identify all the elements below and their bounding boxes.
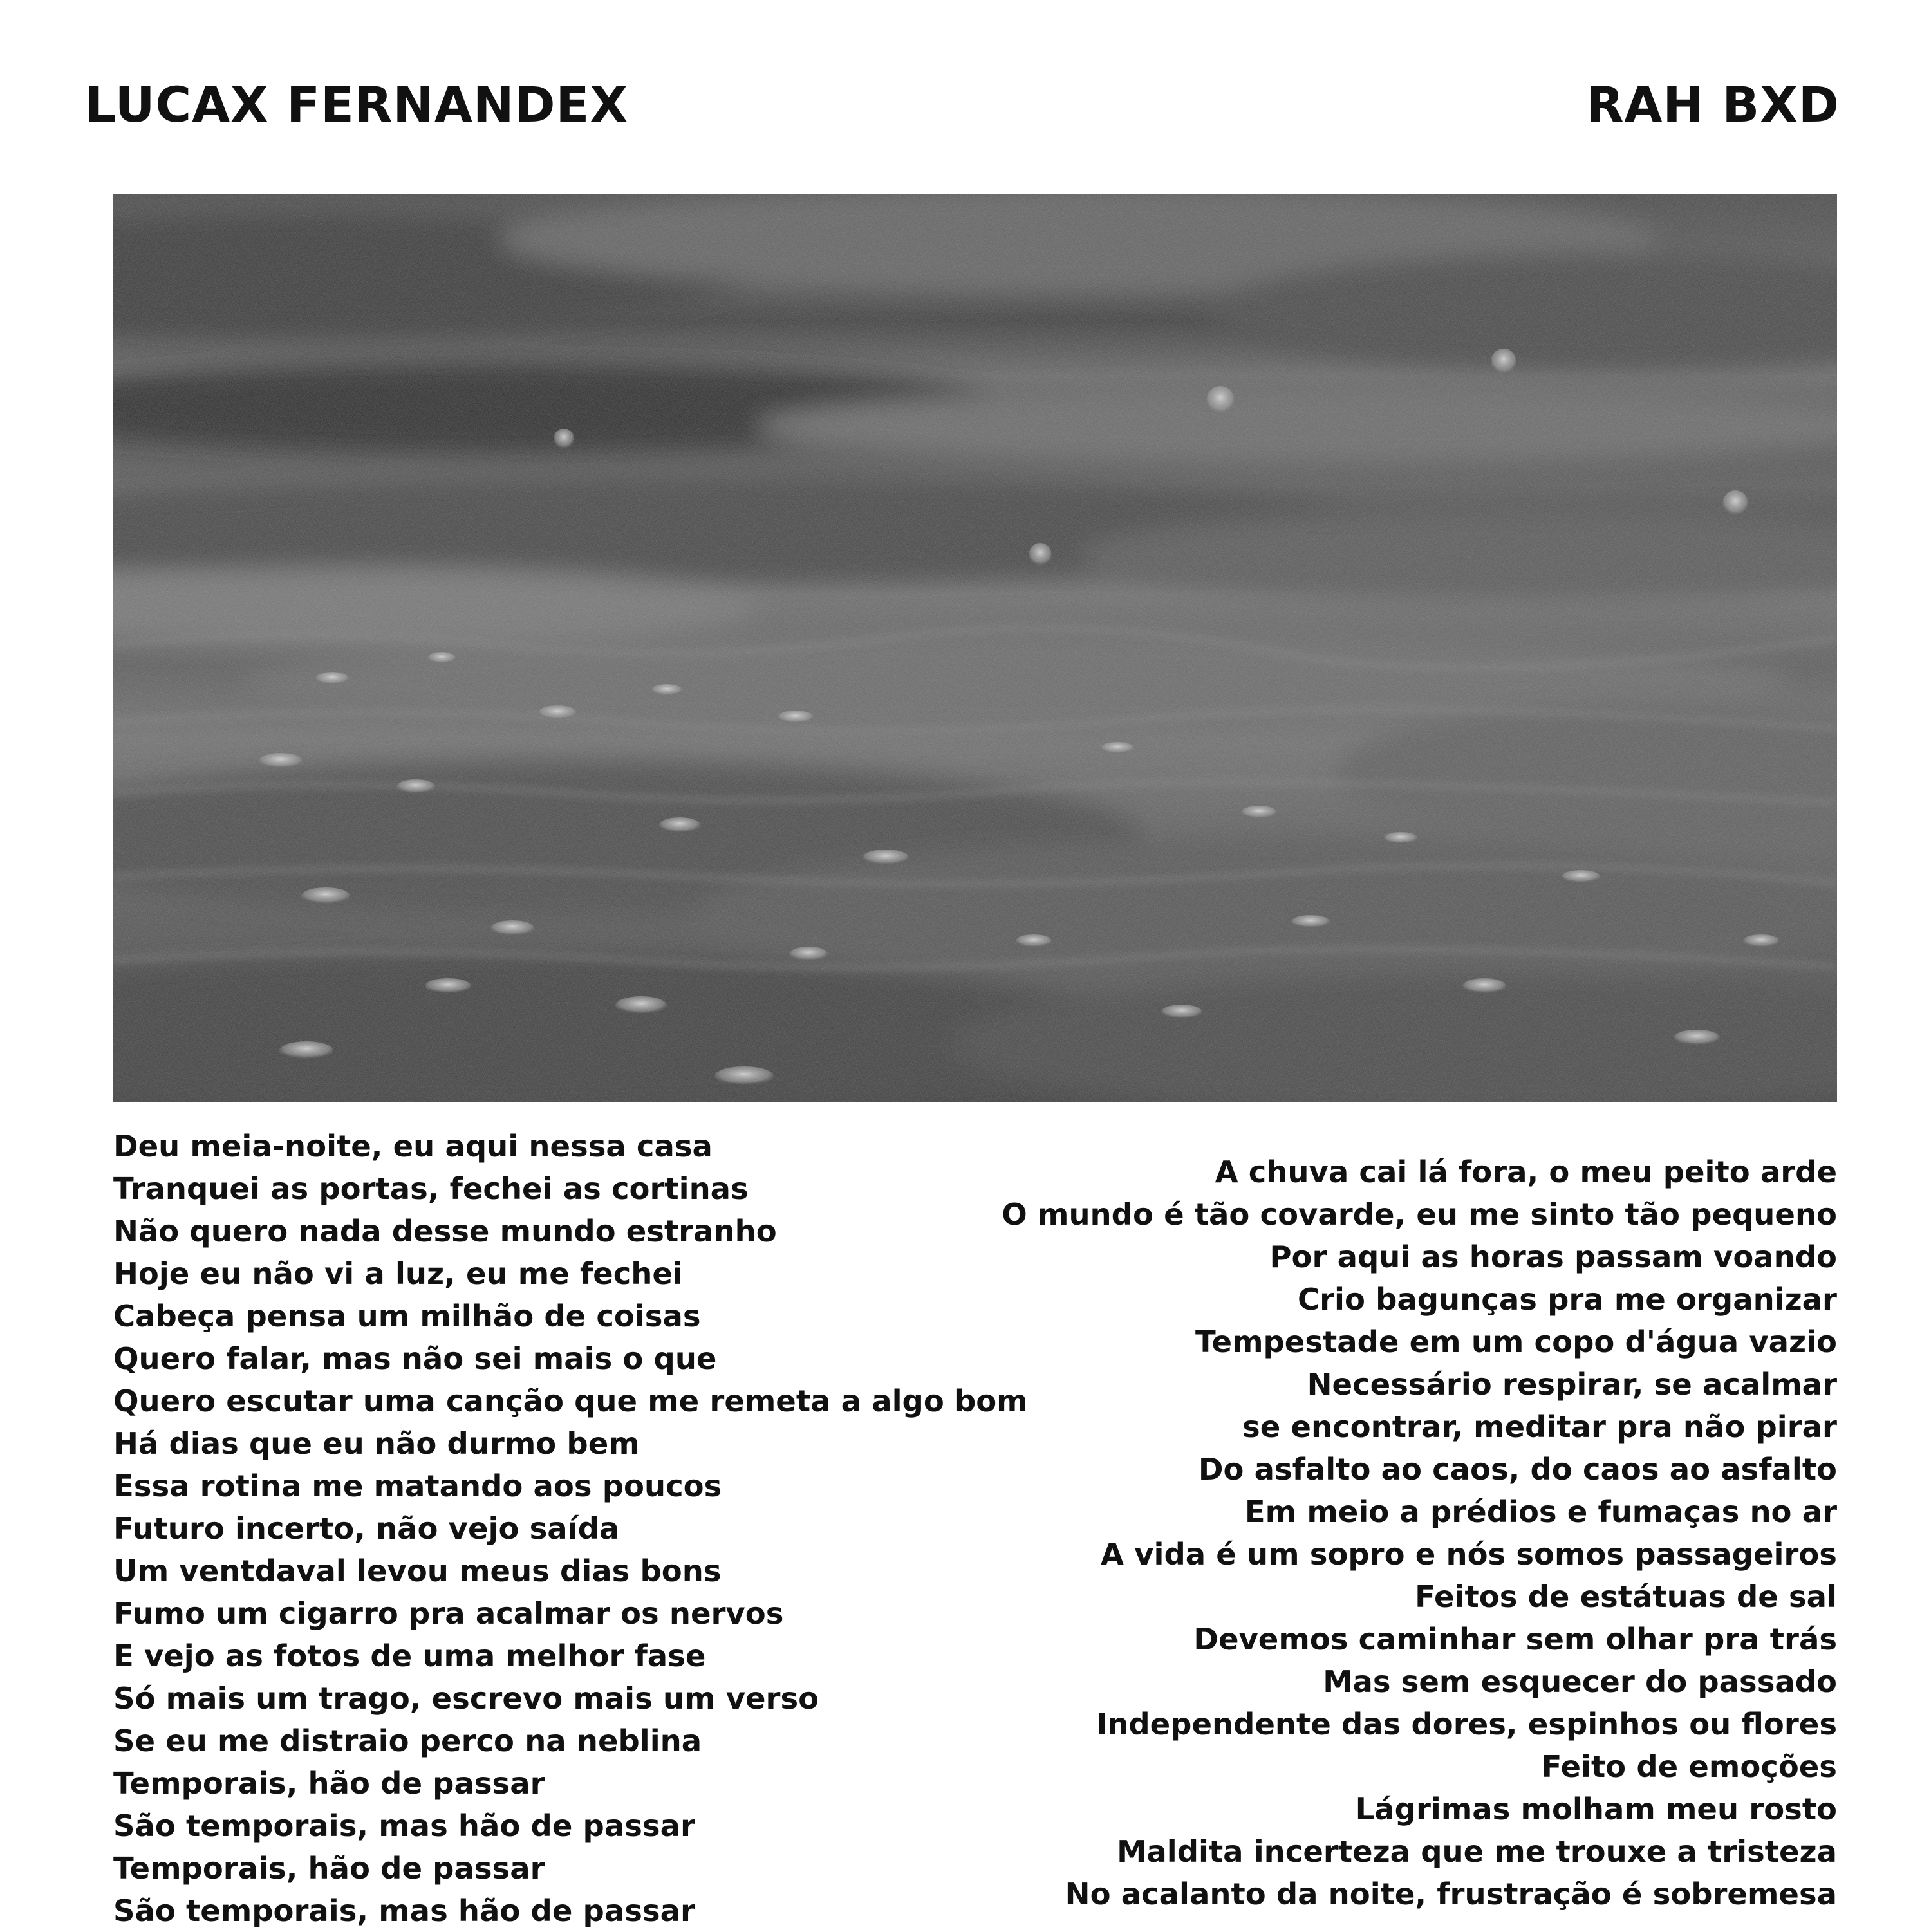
lyric-line: se encontrar, meditar pra não pirar [1242,1409,1837,1444]
lyric-line: São temporais, mas hão de passar [113,1893,695,1928]
lyric-line: Há dias que eu não durmo bem [113,1426,640,1461]
lyric-line: Mas sem esquecer do passado [1323,1664,1837,1699]
lyric-line: O mundo é tão covarde, eu me sinto tão pequeno [1002,1197,1837,1232]
rain-puddle-photo [113,194,1837,1102]
lyric-line: Devemos caminhar sem olhar pra trás [1193,1622,1837,1657]
lyric-line: Independente das dores, espinhos ou flores [1096,1707,1837,1742]
lyric-line: A vida é um sopro e nós somos passageiros [1101,1537,1837,1572]
lyric-line: Por aqui as horas passam voando [1269,1240,1837,1274]
lyric-line: Feitos de estátuas de sal [1415,1579,1837,1614]
lyric-line: Não quero nada desse mundo estranho [113,1214,777,1249]
lyric-line: Deu meia-noite, eu aqui nessa casa [113,1129,713,1164]
lyric-line: Em meio a prédios e fumaças no ar [1244,1494,1837,1529]
lyric-line: Maldita incerteza que me trouxe a tristeza [1117,1834,1837,1869]
lyric-line: Quero falar, mas não sei mais o que [113,1341,717,1376]
author-right: RAH BXD [1585,76,1840,133]
lyric-line: No acalanto da noite, frustração é sobremesa [1065,1877,1837,1911]
lyric-line: Feito de emoções [1541,1749,1837,1784]
lyric-line: Fumo um cigarro pra acalmar os nervos [113,1596,784,1631]
lyric-line: São temporais, mas hão de passar [113,1808,695,1843]
lyric-line: Um ventdaval levou meus dias bons [113,1554,722,1588]
lyrics-left-column [113,1125,1028,1932]
lyric-line: A chuva cai lá fora, o meu peito arde [1215,1155,1837,1189]
lyric-line: Hoje eu não vi a luz, eu me fechei [113,1256,683,1291]
lyric-line: Só mais um trago, escrevo mais um verso [113,1681,819,1716]
lyrics-right-column [1002,1151,1837,1915]
lyric-line: Tempestade em um copo d'água vazio [1195,1324,1837,1359]
lyric-line: Quero escutar uma canção que me remeta a algo bom [113,1384,1028,1418]
lyric-line: Cabeça pensa um milhão de coisas [113,1299,701,1333]
lyric-line: E vejo as fotos de uma melhor fase [113,1639,706,1673]
lyric-line: Essa rotina me matando aos poucos [113,1469,722,1503]
lyric-line: Temporais, hão de passar [113,1851,545,1886]
lyric-line: Se eu me distraio perco na neblina [113,1723,702,1758]
lyric-line: Temporais, hão de passar [113,1766,545,1801]
lyric-line: Necessário respirar, se acalmar [1307,1367,1837,1402]
lyric-line: Futuro incerto, não vejo saída [113,1511,620,1546]
lyric-line: Tranquei as portas, fechei as cortinas [113,1171,749,1206]
author-left: LUCAX FERNANDEX [85,76,629,133]
lyric-line: Do asfalto ao caos, do caos ao asfalto [1198,1452,1837,1487]
lyric-line: Crio bagunças pra me organizar [1297,1282,1837,1317]
lyric-line: Lágrimas molham meu rosto [1355,1792,1837,1826]
